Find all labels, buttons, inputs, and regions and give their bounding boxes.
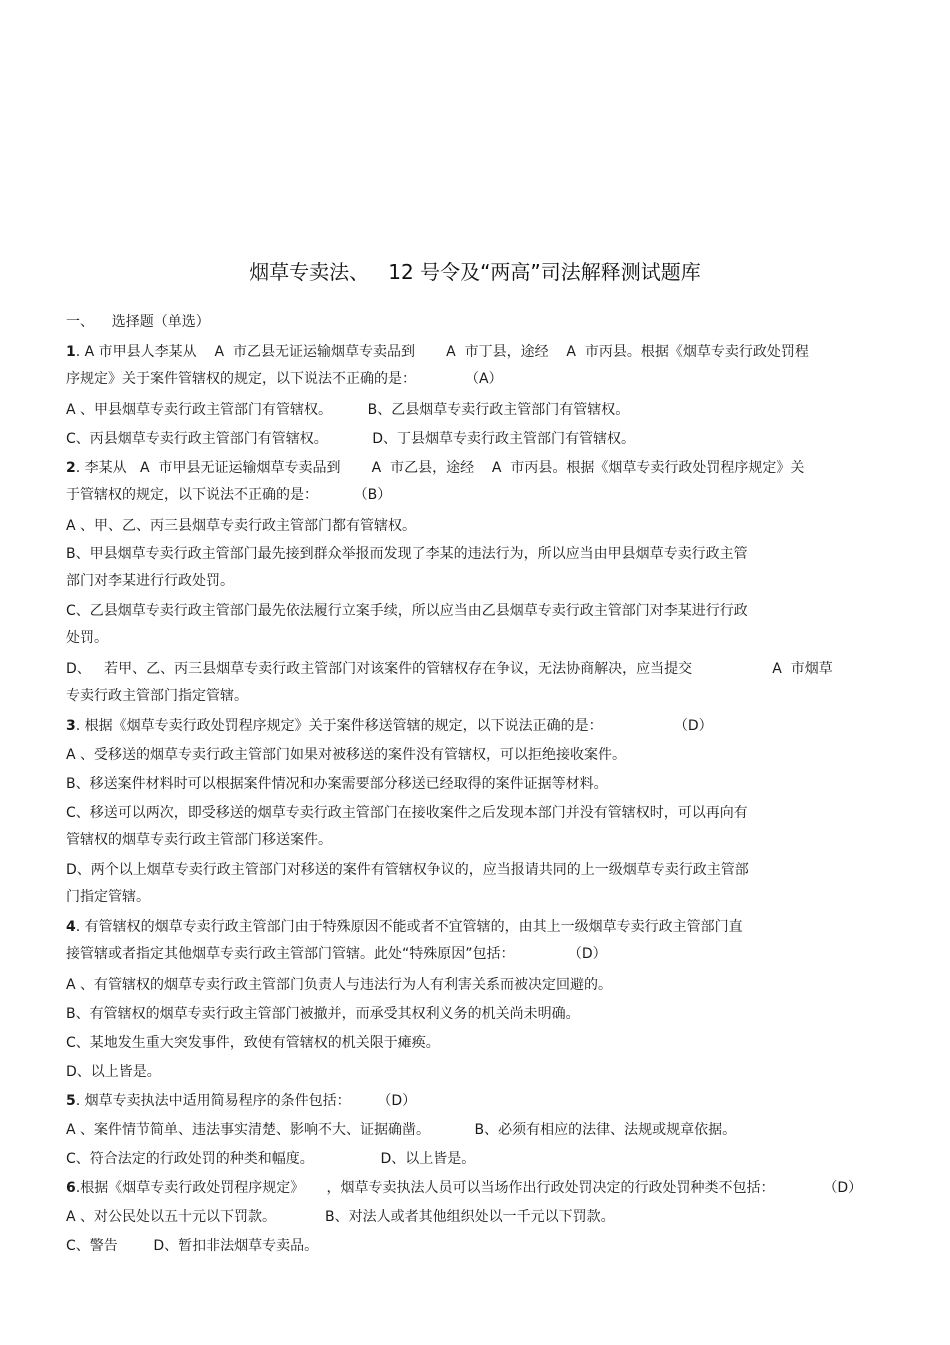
question-2-option-c-cont: 处罚。 xyxy=(66,630,108,646)
question-5-line-1: 5. 烟草专卖执法中适用简易程序的条件包括： （D） xyxy=(66,1093,417,1109)
question-2-line-2: 于管辖权的规定，以下说法不正确的是： （B） xyxy=(66,487,392,503)
question-2-option-d: D、 若甲、乙、丙三县烟草专卖行政主管部门对该案件的管辖权存在争议，无法协商解决，应当提交 A 市烟草 xyxy=(66,661,833,677)
question-1-option-ab: A 、甲县烟草专卖行政主管部门有管辖权。 B、乙县烟草专卖行政主管部门有管辖权。 xyxy=(66,402,630,418)
question-3-option-d: D、两个以上烟草专卖行政主管部门对移送的案件有管辖权争议的，应当报请共同的上一级烟草专卖行政主管部 xyxy=(66,862,749,878)
question-4-option-b: B、有管辖权的烟草专卖行政主管部门被撤并，而承受其权利义务的机关尚未明确。 xyxy=(66,1006,580,1022)
question-3-option-b: B、移送案件材料时可以根据案件情况和办案需要部分移送已经取得的案件证据等材料。 xyxy=(66,776,608,792)
question-6-option-ab: A 、对公民处以五十元以下罚款。 B、对法人或者其他组织处以一千元以下罚款。 xyxy=(66,1209,615,1225)
question-4-option-d: D、以上皆是。 xyxy=(66,1064,161,1080)
question-2-option-c: C、乙县烟草专卖行政主管部门最先依法履行立案手续，所以应当由乙县烟草专卖行政主管部门对李某进行行政 xyxy=(66,603,748,619)
question-number: 3 xyxy=(66,718,76,734)
question-1-option-cd: C、丙县烟草专卖行政主管部门有管辖权。 D、丁县烟草专卖行政主管部门有管辖权。 xyxy=(66,431,636,447)
question-2-option-d-cont: 专卖行政主管部门指定管辖。 xyxy=(66,688,248,704)
question-3-option-c: C、移送可以两次，即受移送的烟草专卖行政主管部门在接收案件之后发现本部门并没有管辖权时，可以再向有 xyxy=(66,805,748,821)
question-1-line-2: 序规定》关于案件管辖权的规定，以下说法不正确的是： （A） xyxy=(66,371,503,387)
question-6-line-1: 6.根据《烟草专卖行政处罚程序规定》 ，烟草专卖执法人员可以当场作出行政处罚决定的行政处罚种类不包括： （D） xyxy=(66,1180,863,1196)
question-5-option-ab: A 、案件情节简单、违法事实清楚、影响不大、证据确凿。 B、必须有相应的法律、法规或规章依据。 xyxy=(66,1122,737,1138)
document-title: 烟草专卖法、 12 号令及“两高”司法解释测试题库 xyxy=(249,260,701,284)
question-number: 2 xyxy=(66,460,76,476)
question-number: 4 xyxy=(66,919,76,935)
question-4-option-c: C、某地发生重大突发事件，致使有管辖权的机关限于瘫痪。 xyxy=(66,1035,440,1051)
question-2-line-1: 2. 李某从 A 市甲县无证运输烟草专卖品到 A 市乙县，途经 A 市丙县。根据《烟草专卖行政处罚程序规定》关 xyxy=(66,460,805,476)
section-heading: 一、 选择题（单选） xyxy=(66,314,210,330)
question-2-option-b: B、甲县烟草专卖行政主管部门最先接到群众举报而发现了李某的违法行为，所以应当由甲县烟草专卖行政主管 xyxy=(66,546,748,562)
question-4-option-a: A 、有管辖权的烟草专卖行政主管部门负责人与违法行为人有利害关系而被决定回避的。 xyxy=(66,977,613,993)
question-1-line-1: 1. A 市甲县人李某从 A 市乙县无证运输烟草专卖品到 A 市丁县，途经 A 市丙县。根据《烟草专卖行政处罚程 xyxy=(66,344,809,360)
question-4-line-1: 4. 有管辖权的烟草专卖行政主管部门由于特殊原因不能或者不宜管辖的，由其上一级烟草专卖行政主管部门直 xyxy=(66,919,743,935)
question-number: 1 xyxy=(66,344,76,360)
question-2-option-a: A 、甲、乙、丙三县烟草专卖行政主管部门都有管辖权。 xyxy=(66,518,417,534)
question-3-option-c-cont: 管辖权的烟草专卖行政主管部门移送案件。 xyxy=(66,832,332,848)
question-4-line-2: 接管辖或者指定其他烟草专卖行政主管部门管辖。此处“特殊原因”包括： （D） xyxy=(66,946,607,962)
question-number: 6 xyxy=(66,1180,76,1196)
question-number: 5 xyxy=(66,1093,76,1109)
question-5-option-cd: C、符合法定的行政处罚的种类和幅度。 D、以上皆是。 xyxy=(66,1151,476,1167)
question-3-option-a: A 、受移送的烟草专卖行政主管部门如果对被移送的案件没有管辖权，可以拒绝接收案件。 xyxy=(66,747,627,763)
question-3-option-d-cont: 门指定管辖。 xyxy=(66,889,150,905)
question-3-line-1: 3. 根据《烟草专卖行政处罚程序规定》关于案件移送管辖的规定，以下说法正确的是： （D） xyxy=(66,718,713,734)
question-2-option-b-cont: 部门对李某进行行政处罚。 xyxy=(66,573,234,589)
question-6-option-cd: C、警告 D、暂扣非法烟草专卖品。 xyxy=(66,1238,319,1254)
